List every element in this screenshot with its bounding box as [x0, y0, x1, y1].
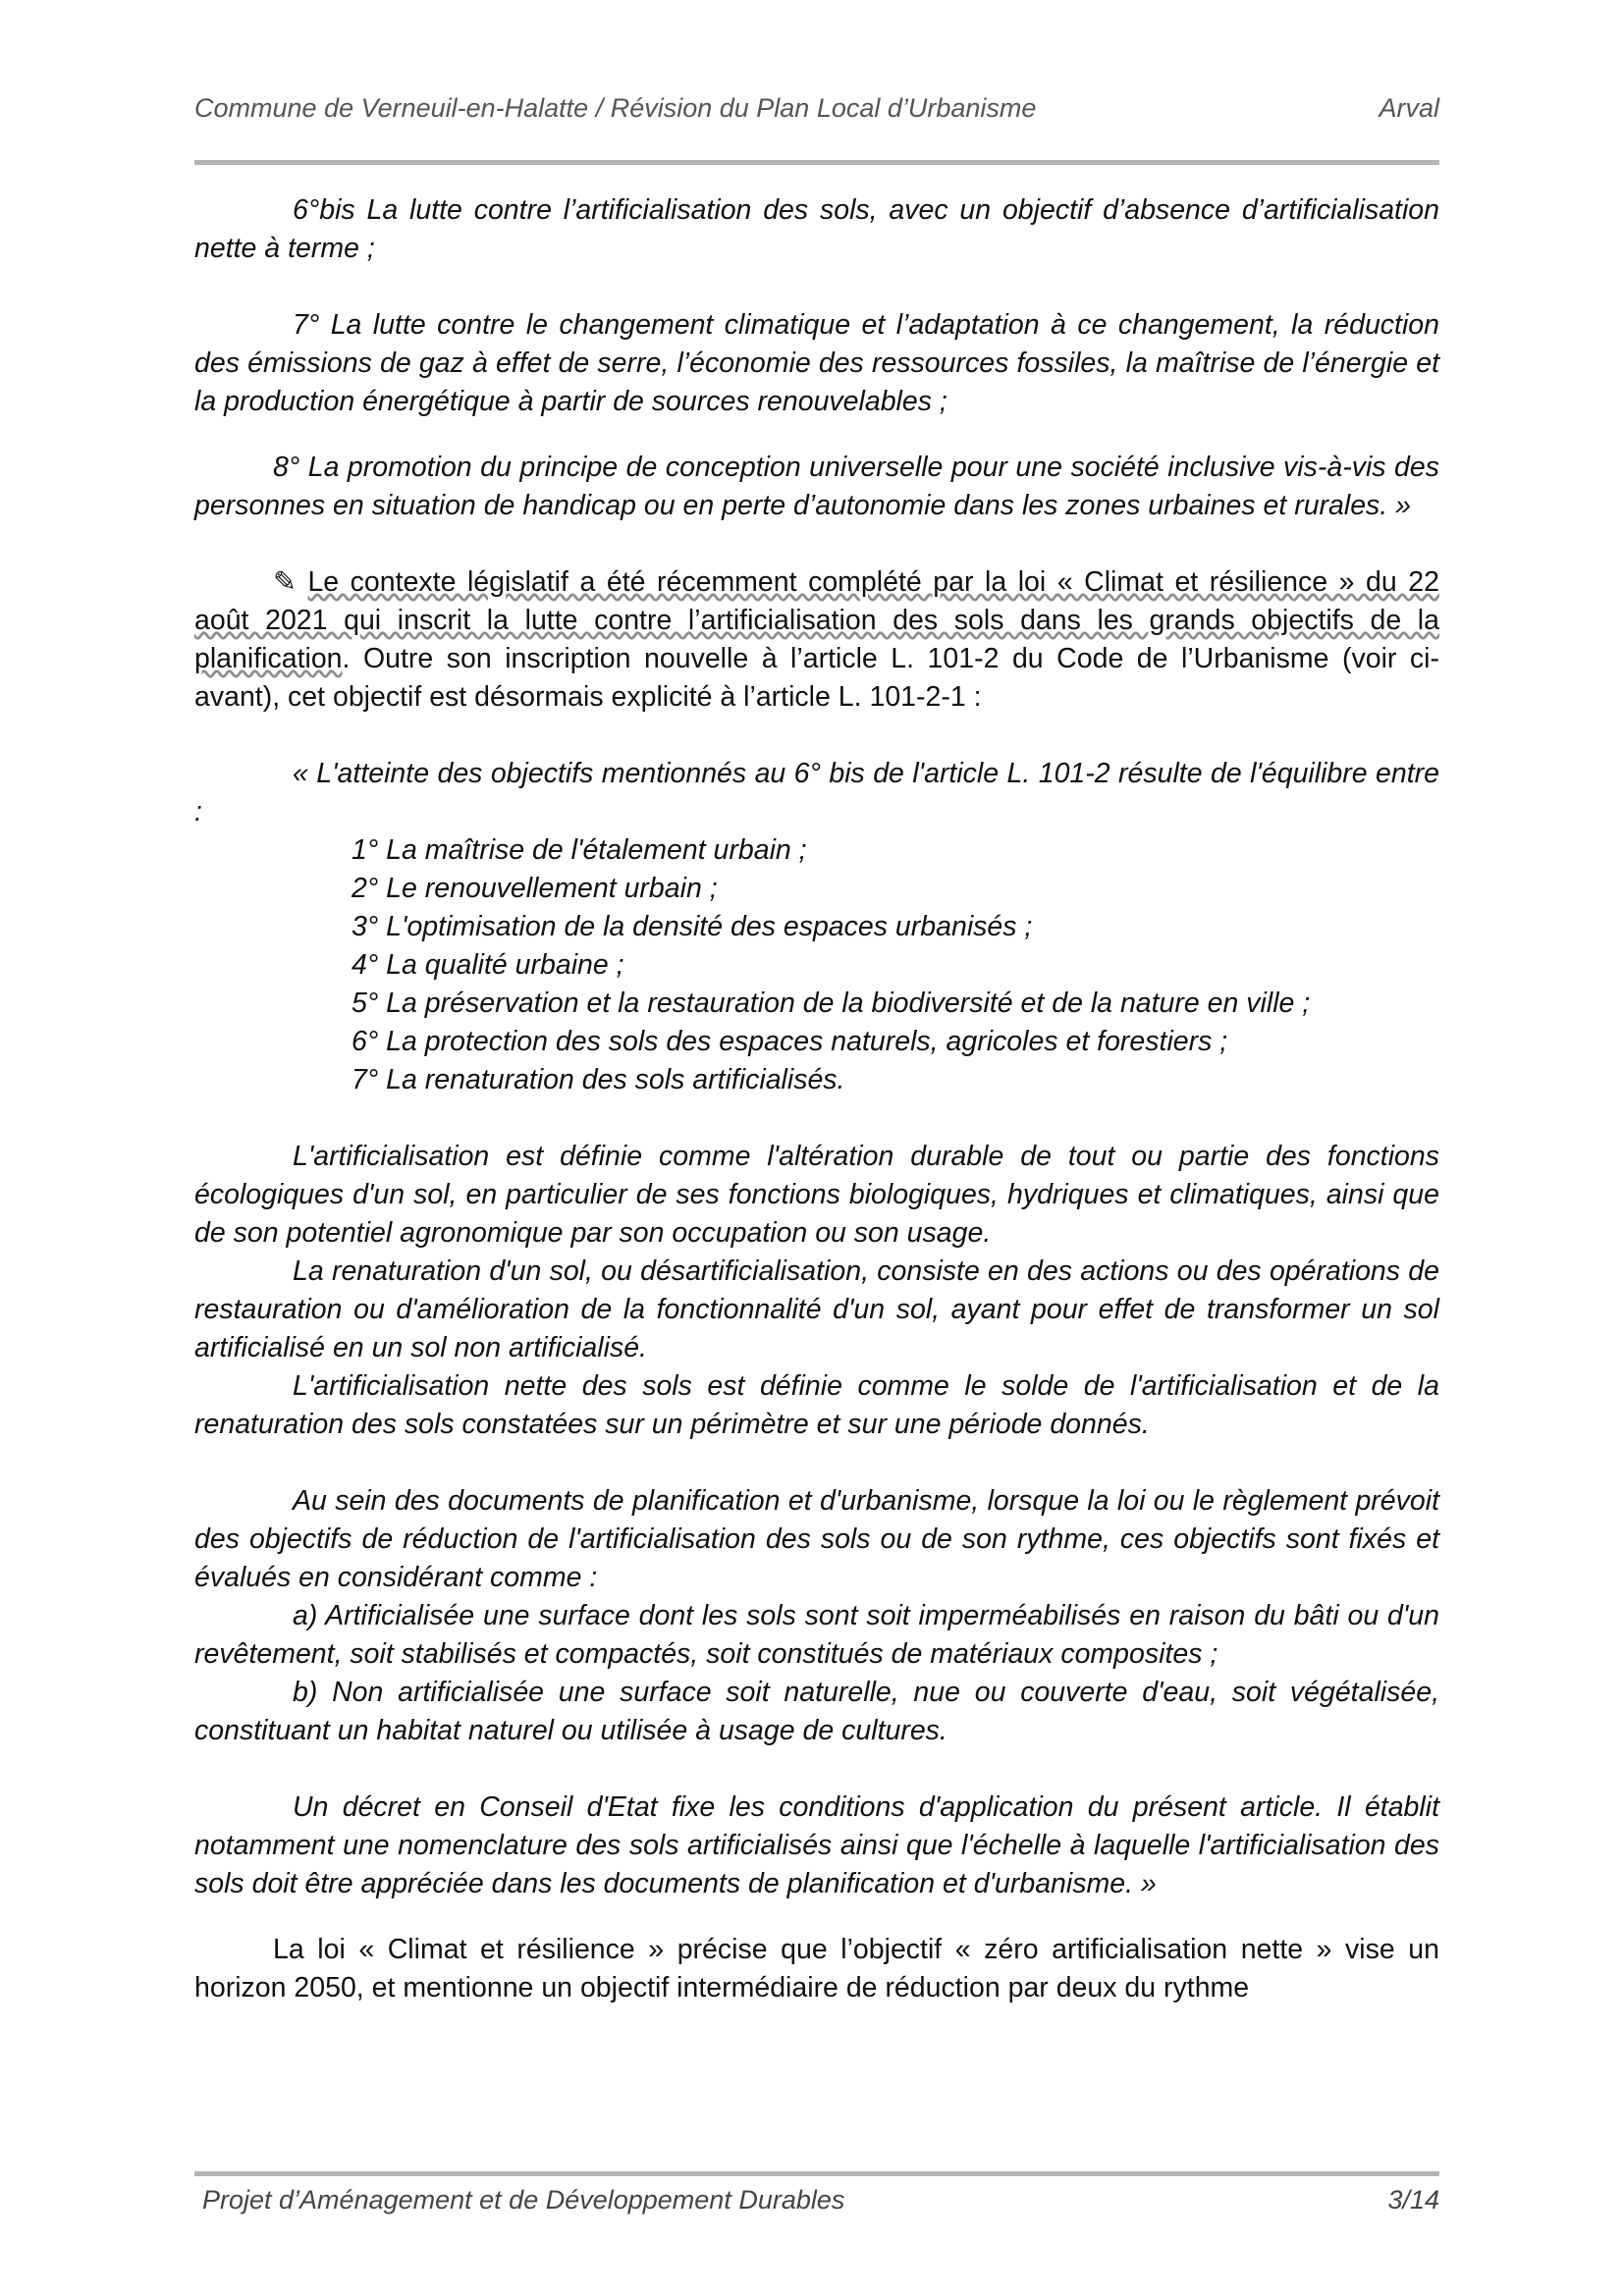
header-rule	[194, 160, 1439, 165]
definition-artificialisation: L'artificialisation est définie comme l'altération durable de tout ou partie des fonctions écologiques d'un sol, en particulier de ses fonctions biologiques, hydriques et climatiques, ainsi que de son potentiel agronomique par son occupation ou son usage.	[194, 1141, 1439, 1249]
list-item: 1° La maîtrise de l'étalement urbain ;	[352, 834, 807, 866]
definition-renaturation: La renaturation d'un sol, ou désartificialisation, consiste en des actions ou des opérations de restauration ou d'amélioration de la fonctionnalité d'un sol, ayant pour effet de transformer un sol artificialisé en un sol non artificialisé.	[194, 1255, 1439, 1363]
list-item: 5° La préservation et la restauration de la biodiversité et de la nature en ville ;	[352, 988, 1311, 1019]
paragraph-6bis: 6°bis La lutte contre l’artificialisation des sols, avec un objectif d’absence d’artificialisation nette à terme ;	[194, 194, 1439, 264]
list-item: 4° La qualité urbaine ;	[352, 949, 624, 981]
documents-paragraph: Au sein des documents de planification et d'urbanisme, lorsque la loi ou le règlement prévoit des objectifs de réduction de l'artificialisation des sols ou de son rythme, ces objectifs sont fixés et évalués en considérant comme :	[194, 1485, 1439, 1593]
loi-paragraph: La loi « Climat et résilience » précise que l’objectif « zéro artificialisation nette » vise un horizon 2050, et mentionne un objectif intermédiaire de réduction par deux du rythme	[194, 1934, 1439, 2003]
documents-item-b: b) Non artificialisée une surface soit naturelle, nue ou couverte d'eau, soit végétalisée, constituant un habitat naturel ou utilisée à usage de cultures.	[194, 1677, 1439, 1746]
list-item: 3° L'optimisation de la densité des espaces urbanisés ;	[352, 911, 1033, 942]
footer-rule	[194, 2171, 1439, 2176]
documents-item-a: a) Artificialisée une surface dont les sols sont soit imperméabilisés en raison du bâti ou d'un revêtement, soit stabilisés et compactés, soit constitués de matériaux composites ;	[194, 1600, 1439, 1670]
context-underlined-text: Le contexte législatif a été récemment complété par la loi « Climat et résilience » du 22 août 2021 qui inscrit la lutte contre l’artificialisation des sols dans les grands objectifs de la planification	[194, 566, 1439, 674]
page-header	[194, 93, 1439, 133]
objectives-list	[194, 831, 1439, 1099]
quote-intro: « L'atteinte des objectifs mentionnés au 6° bis de l'article L. 101-2 résulte de l'équilibre entre :	[194, 758, 1439, 828]
pointing-hand-icon: ✎	[273, 566, 297, 598]
header-title: Commune de Verneuil-en-Halatte / Révision du Plan Local d’Urbanisme	[194, 93, 1037, 123]
page-number: 3/14	[1387, 2185, 1439, 2215]
list-item: 7° La renaturation des sols artificialisés.	[352, 1064, 845, 1095]
header-author: Arval	[1379, 93, 1439, 123]
page-footer	[202, 2185, 1439, 2224]
list-item: 6° La protection des sols des espaces naturels, agricoles et forestiers ;	[352, 1026, 1228, 1057]
context-rest-text: . Outre son inscription nouvelle à l’article L. 101-2 du Code de l’Urbanisme (voir ci-avant), cet objectif est désormais explicité à l’article L. 101-2-1 :	[194, 643, 1439, 713]
definition-artificialisation-nette: L'artificialisation nette des sols est définie comme le solde de l'artificialisation et de la renaturation des sols constatées sur un périmètre et sur une période donnés.	[194, 1370, 1439, 1440]
paragraph-8: 8° La promotion du principe de conception universelle pour une société inclusive vis-à-vis des personnes en situation de handicap ou en perte d’autonomie dans les zones urbaines et rurales. »	[194, 452, 1439, 521]
footer-title: Projet d’Aménagement et de Développement Durables	[202, 2185, 845, 2215]
context-paragraph	[194, 563, 1439, 717]
paragraph-7: 7° La lutte contre le changement climatique et l’adaptation à ce changement, la réduction des émissions de gaz à effet de serre, l’économie des ressources fossiles, la maîtrise de l’énergie et la production énergétique à partir de sources renouvelables ;	[194, 309, 1439, 417]
main-content	[194, 191, 1439, 2007]
list-item: 2° Le renouvellement urbain ;	[352, 873, 718, 904]
decret-paragraph: Un décret en Conseil d'Etat fixe les conditions d'application du présent article. Il établit notamment une nomenclature des sols artificialisés ainsi que l'échelle à laquelle l'artificialisation des sols doit être appréciée dans les documents de planification et d'urbanisme. »	[194, 1791, 1439, 1899]
